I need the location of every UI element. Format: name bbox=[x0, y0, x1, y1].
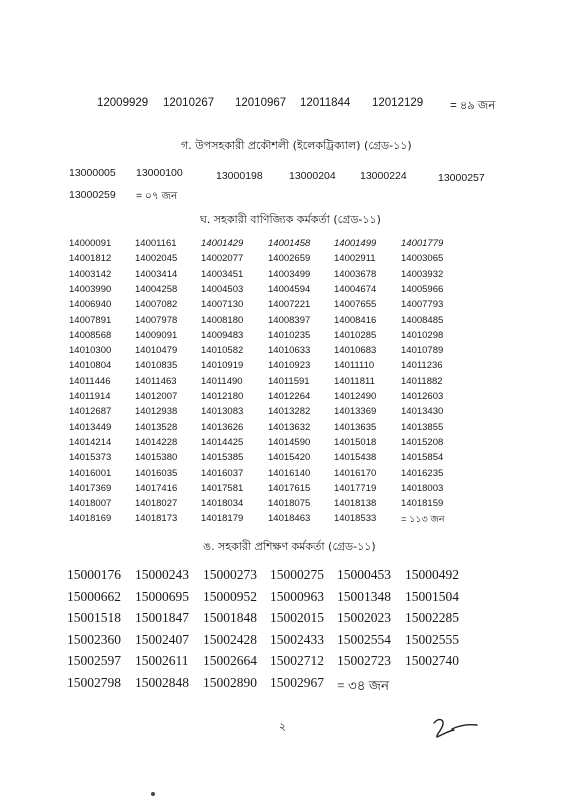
grid-cell: 15002407 bbox=[135, 631, 189, 647]
id-13-7: 13000259 bbox=[69, 189, 116, 201]
grid-cell: 14018159 bbox=[401, 498, 444, 510]
grid-cell: 14003499 bbox=[268, 268, 311, 280]
grid-cell: 14004594 bbox=[268, 283, 311, 295]
grid-cell: 15002723 bbox=[337, 653, 391, 669]
grid-cell: 14001812 bbox=[69, 253, 112, 265]
grid-cell: 14009091 bbox=[135, 329, 178, 341]
grid-cell: 15001348 bbox=[337, 588, 391, 604]
grid-cell: 14018173 bbox=[135, 513, 178, 525]
grid-cell: 14002659 bbox=[268, 253, 311, 265]
grid-cell: 14010835 bbox=[135, 360, 178, 372]
grid-cell: 14010285 bbox=[334, 329, 377, 341]
grid-cell: 14012603 bbox=[401, 391, 444, 402]
grid-cell: 15002611 bbox=[135, 653, 189, 669]
grid-cell: 15000963 bbox=[270, 588, 324, 604]
grid-cell: 14009483 bbox=[201, 329, 244, 341]
grid-cell: 14010582 bbox=[201, 345, 244, 357]
grid-cell: 14017581 bbox=[201, 482, 244, 494]
grid-cell: 14002045 bbox=[135, 253, 178, 265]
grid-cell: = ১১৩ জন bbox=[401, 514, 445, 526]
grid-cell: 14011591 bbox=[268, 375, 310, 387]
grid-cell: 14003142 bbox=[69, 268, 112, 280]
grid-cell: 14013632 bbox=[268, 421, 311, 433]
id-13-3: 13000198 bbox=[216, 170, 263, 182]
id-13-5: 13000224 bbox=[360, 170, 407, 182]
grid-cell: 14016235 bbox=[401, 467, 444, 479]
grid-cell: 14001779 bbox=[401, 238, 444, 249]
grid-cell: 14018034 bbox=[201, 498, 244, 510]
grid-cell: 14015420 bbox=[268, 452, 311, 464]
grid-cell: 14008568 bbox=[69, 329, 112, 341]
grid-cell: 14003932 bbox=[401, 268, 444, 280]
grid-cell: 14012687 bbox=[69, 406, 112, 418]
grid-cell: 14010300 bbox=[69, 345, 112, 357]
grid-cell: 14001429 bbox=[201, 238, 244, 249]
grid-cell: 14014228 bbox=[135, 436, 178, 448]
grid-cell: 14013635 bbox=[334, 421, 377, 433]
grid-cell: 14018007 bbox=[69, 498, 112, 510]
id-12-4: 12011844 bbox=[300, 97, 351, 109]
grid-cell: 15002360 bbox=[67, 631, 121, 647]
grid-cell: 14018533 bbox=[334, 513, 377, 525]
id-12-5: 12012129 bbox=[372, 97, 424, 109]
grid-cell: 14012180 bbox=[201, 391, 244, 402]
grid-cell: 14000091 bbox=[69, 238, 112, 249]
grid-cell: 14017369 bbox=[69, 482, 112, 494]
grid-cell: 14002911 bbox=[334, 253, 376, 265]
grid-cell: 14011490 bbox=[201, 375, 243, 387]
grid-cell: 14014425 bbox=[201, 436, 244, 448]
grid-cell: 14010804 bbox=[69, 360, 112, 372]
grid-cell: 15002433 bbox=[270, 631, 324, 647]
grid-cell: 14018169 bbox=[69, 513, 112, 525]
grid-cell: 14001161 bbox=[135, 238, 177, 249]
grid-cell: 15000273 bbox=[203, 567, 257, 582]
grid-cell: 14015385 bbox=[201, 452, 244, 464]
grid-cell: 15002967 bbox=[270, 675, 324, 690]
grid-cell: 14011446 bbox=[69, 375, 111, 387]
id-12-3: 12010967 bbox=[235, 97, 287, 109]
grid-cell: 14004674 bbox=[334, 283, 377, 295]
grid-cell: 14013430 bbox=[401, 406, 444, 418]
grid-cell: 14012490 bbox=[334, 391, 377, 402]
grid-cell: 15000492 bbox=[405, 567, 459, 582]
grid-cell: 15002597 bbox=[67, 653, 121, 669]
grid-cell: 14010923 bbox=[268, 360, 311, 372]
grid-cell: 14010479 bbox=[135, 345, 178, 357]
grid-cell: 14013083 bbox=[201, 406, 244, 418]
grid-cell: 14015854 bbox=[401, 452, 444, 464]
grid-cell: 15002023 bbox=[337, 610, 391, 626]
grid-cell: 15000176 bbox=[67, 567, 121, 582]
grid-cell: 14002077 bbox=[201, 253, 244, 265]
grid-cell: 15002712 bbox=[270, 653, 324, 669]
scan-dot bbox=[151, 792, 155, 796]
grid-cell: 14008485 bbox=[401, 314, 444, 326]
grid-cell: 14010683 bbox=[334, 345, 377, 357]
grid-cell: 14011110 bbox=[334, 360, 375, 372]
grid-cell: 14016001 bbox=[69, 467, 112, 479]
grid-cell: 15002740 bbox=[405, 653, 459, 669]
grid-cell: 14011882 bbox=[401, 375, 443, 387]
grid-cell: 14013528 bbox=[135, 421, 178, 433]
grid-cell: 14013626 bbox=[201, 421, 244, 433]
grid-cell: 15000453 bbox=[337, 567, 391, 582]
grid-cell: 15002554 bbox=[337, 631, 391, 647]
grid-cell: 14012938 bbox=[135, 406, 178, 418]
grid-cell: 14003414 bbox=[135, 268, 178, 280]
grid-cell: 14016140 bbox=[268, 467, 311, 479]
grid-cell: 14013855 bbox=[401, 421, 444, 433]
grid-cell: 15002890 bbox=[203, 675, 257, 690]
grid-cell: 14003065 bbox=[401, 253, 444, 265]
grid-cell: 14012264 bbox=[268, 391, 311, 402]
grid-cell: 14015018 bbox=[334, 436, 377, 448]
grid-cell: 14018075 bbox=[268, 498, 311, 510]
grid-cell: 14018463 bbox=[268, 513, 311, 525]
grid-cell: 15002015 bbox=[270, 610, 324, 626]
grid-cell: 14008397 bbox=[268, 314, 311, 326]
grid-cell: 15000662 bbox=[67, 588, 121, 604]
grid-cell: 14007891 bbox=[69, 314, 112, 326]
grid-cell: 14013369 bbox=[334, 406, 377, 418]
grid-cell: 14017615 bbox=[268, 482, 311, 494]
grid-cell: 14010298 bbox=[401, 329, 444, 341]
id-13-1: 13000005 bbox=[69, 167, 116, 179]
grid-cell: 15001504 bbox=[405, 588, 459, 604]
grid-cell: 14006940 bbox=[69, 299, 112, 311]
grid-cell: 15000275 bbox=[270, 567, 324, 582]
grid-cell: 14013282 bbox=[268, 406, 311, 418]
grid-cell: 14010235 bbox=[268, 329, 311, 341]
id-12-2: 12010267 bbox=[163, 97, 215, 109]
grid-cell: 14018138 bbox=[334, 498, 377, 510]
grid-cell: 14015380 bbox=[135, 452, 178, 464]
count-g: = ০৭ জন bbox=[136, 190, 178, 202]
grid-cell: 14010789 bbox=[401, 345, 444, 357]
page-number: ২ bbox=[279, 720, 287, 733]
grid-cell: 15000695 bbox=[135, 588, 189, 604]
grid-cell: 14014214 bbox=[69, 436, 112, 448]
grid-cell: 15002848 bbox=[135, 675, 189, 690]
section-g-heading: গ. উপসহকারী প্রকৌশলী (ইলেকট্রিক্যাল) (গ্রেড-১১) bbox=[181, 139, 412, 152]
id-13-2: 13000100 bbox=[136, 167, 183, 179]
grid-cell: 14011236 bbox=[401, 360, 443, 372]
grid-cell: 15000243 bbox=[135, 567, 189, 582]
grid-cell: 15002428 bbox=[203, 631, 257, 647]
grid-cell: 14010919 bbox=[201, 360, 244, 372]
grid-cell: 14007221 bbox=[268, 299, 311, 311]
grid-cell: 14018179 bbox=[201, 513, 244, 525]
grid-cell: 14015373 bbox=[69, 452, 112, 464]
grid-cell: 14016170 bbox=[334, 467, 377, 479]
grid-cell: 15000952 bbox=[203, 588, 257, 604]
section-ng-heading: ঙ. সহকারী প্রশিক্ষণ কর্মকর্তা (গ্রেড-১১) bbox=[203, 540, 376, 553]
grid-cell: 14007793 bbox=[401, 299, 444, 311]
grid-cell: = ৩৪ জন bbox=[337, 678, 390, 693]
grid-cell: 15002285 bbox=[405, 610, 459, 626]
grid-cell: 14012007 bbox=[135, 391, 178, 402]
grid-cell: 14001458 bbox=[268, 238, 311, 249]
id-13-6: 13000257 bbox=[438, 172, 485, 184]
grid-cell: 14015208 bbox=[401, 436, 444, 448]
grid-cell: 14016037 bbox=[201, 467, 244, 479]
grid-cell: 15001847 bbox=[135, 610, 189, 626]
grid-cell: 14007978 bbox=[135, 314, 178, 326]
grid-cell: 14003990 bbox=[69, 283, 112, 295]
grid-cell: 15002798 bbox=[67, 675, 121, 690]
id-12-1: 12009929 bbox=[97, 97, 149, 109]
signature-mark bbox=[428, 713, 480, 743]
grid-cell: 14008416 bbox=[334, 314, 377, 326]
grid-cell: 14013449 bbox=[69, 421, 112, 433]
grid-cell: 15001848 bbox=[203, 610, 257, 626]
grid-cell: 14011811 bbox=[334, 375, 375, 387]
grid-cell: 14018027 bbox=[135, 498, 178, 510]
id-13-4: 13000204 bbox=[289, 170, 336, 182]
grid-cell: 15001518 bbox=[67, 610, 121, 626]
grid-cell: 15002555 bbox=[405, 631, 459, 647]
grid-cell: 14004503 bbox=[201, 283, 244, 295]
grid-cell: 14001499 bbox=[334, 238, 377, 249]
grid-cell: 14004258 bbox=[135, 283, 178, 295]
grid-cell: 14016035 bbox=[135, 467, 178, 479]
grid-cell: 15002664 bbox=[203, 653, 257, 669]
grid-cell: 14007130 bbox=[201, 299, 244, 311]
count-top: = ৪৯ জন bbox=[450, 100, 496, 112]
grid-cell: 14018003 bbox=[401, 482, 444, 494]
grid-cell: 14017416 bbox=[135, 482, 178, 494]
grid-cell: 14007655 bbox=[334, 299, 377, 311]
grid-cell: 14003451 bbox=[201, 268, 244, 280]
grid-cell: 14011914 bbox=[69, 391, 111, 402]
grid-cell: 14003678 bbox=[334, 268, 377, 280]
grid-cell: 14014590 bbox=[268, 436, 311, 448]
grid-cell: 14017719 bbox=[334, 482, 377, 494]
grid-cell: 14005966 bbox=[401, 283, 444, 295]
grid-cell: 14007082 bbox=[135, 299, 178, 311]
grid-cell: 14010633 bbox=[268, 345, 311, 357]
grid-cell: 14015438 bbox=[334, 452, 377, 464]
section-gh-heading: ঘ. সহকারী বাণিজ্যিক কর্মকর্তা (গ্রেড-১১) bbox=[200, 213, 381, 226]
grid-cell: 14011463 bbox=[135, 375, 177, 387]
grid-cell: 14008180 bbox=[201, 314, 244, 326]
